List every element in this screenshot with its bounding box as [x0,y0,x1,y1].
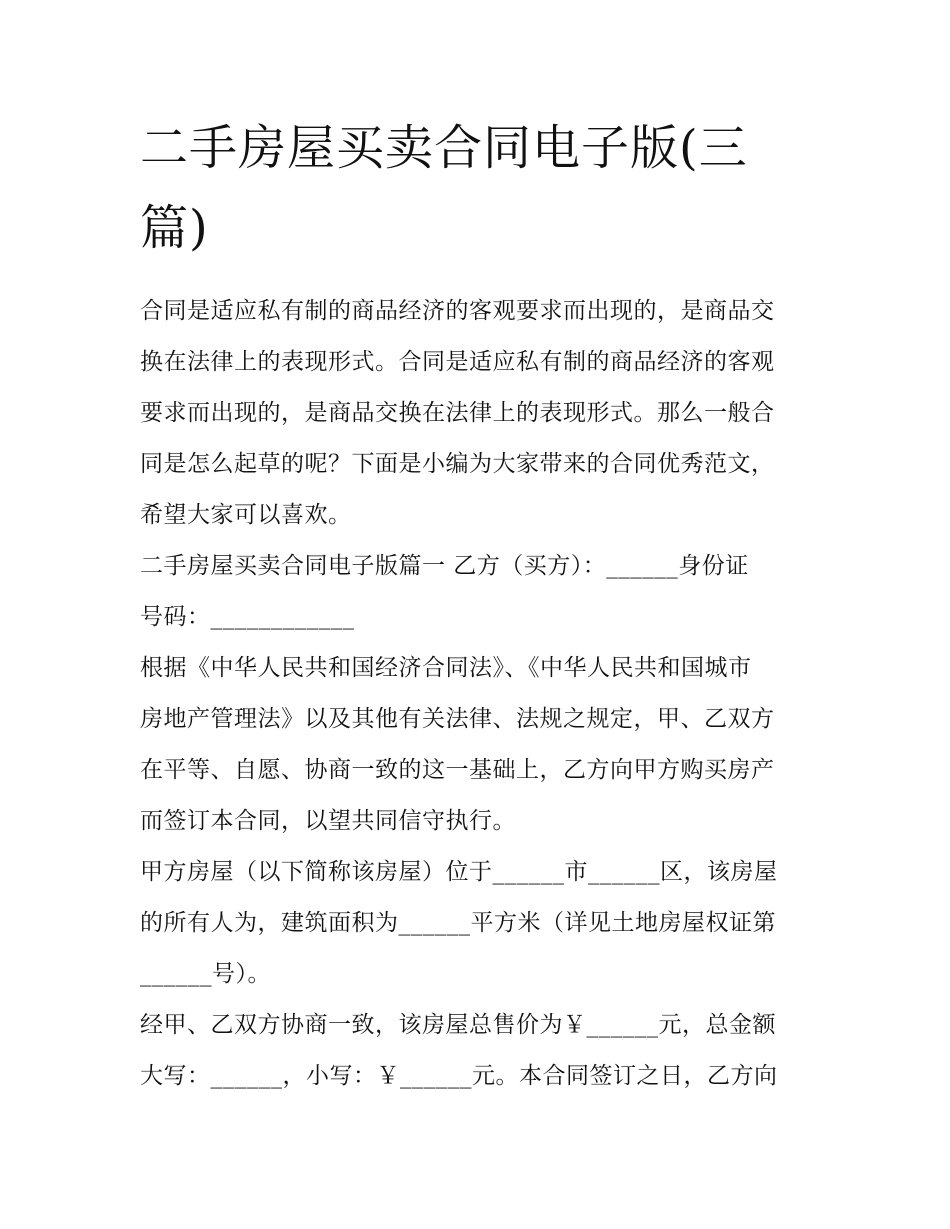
legal-basis-paragraph [140,643,812,847]
text-line: 大写：______，小写：￥______元。本合同签订之日，乙方向 [140,1063,778,1089]
title-line: 篇) [140,200,209,256]
text-line: 房地产管理法》以及其他有关法律、法规之规定，甲、乙双方 [140,706,775,732]
text-line: 二手房屋买卖合同电子版篇一 乙方（买方）：______身份证 [140,553,749,579]
text-line: 希望大家可以喜欢。 [140,502,352,528]
text-line: 经甲、乙双方协商一致，该房屋总售价为￥______元，总金额 [140,1012,776,1038]
document-page [140,108,812,1102]
title-line: 二手房屋买卖合同电子版(三 [140,120,748,176]
price-paragraph [140,1000,812,1102]
text-line: 而签订本合同，以望共同信守执行。 [140,808,516,834]
text-line: 换在法律上的表现形式。合同是适应私有制的商品经济的客观 [140,349,775,375]
property-location-paragraph [140,847,812,1000]
party-b-paragraph [140,541,812,643]
text-line: 的所有人为，建筑面积为______平方米（详见土地房屋权证第 [140,910,776,936]
text-line: 甲方房屋（以下简称该房屋）位于______市______区，该房屋 [140,859,778,885]
text-line: 根据《中华人民共和国经济合同法》、《中华人民共和国城市 [140,655,752,681]
document-title [140,108,812,268]
text-line: 同是怎么起草的呢？下面是小编为大家带来的合同优秀范文， [140,451,775,477]
text-line: ______号）。 [140,961,271,987]
text-line: 要求而出现的，是商品交换在法律上的表现形式。那么一般合 [140,400,775,426]
intro-paragraph [140,286,812,541]
text-line: 在平等、自愿、协商一致的这一基础上，乙方向甲方购买房产 [140,757,775,783]
text-line: 合同是适应私有制的商品经济的客观要求而出现的，是商品交 [140,298,775,324]
text-line: 号码：____________ [140,604,355,630]
